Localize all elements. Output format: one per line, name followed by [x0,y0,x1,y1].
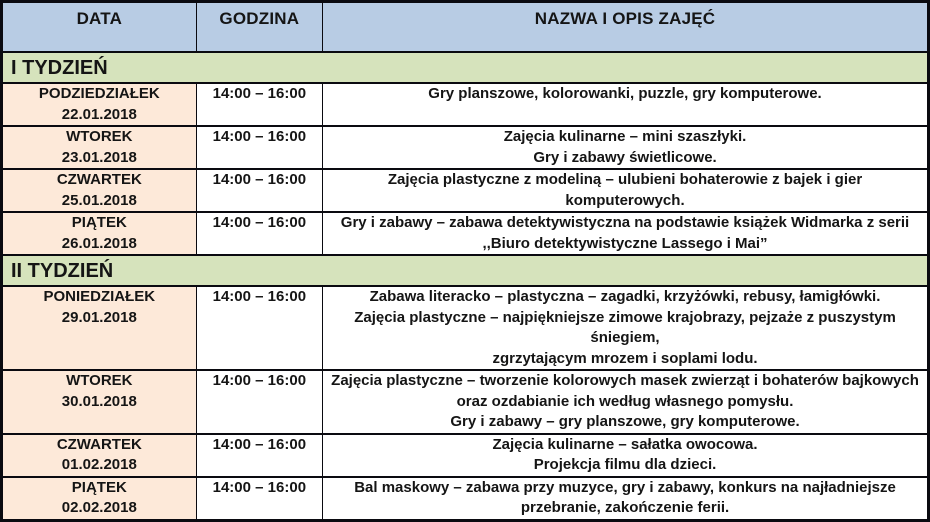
table-row [2,126,929,169]
table-header [2,2,929,53]
date-label: 23.01.2018 [61,148,137,166]
description-line: Projekcja filmu dla dzieci. [533,456,717,473]
header-row [2,2,929,53]
description-line: Gry i zabawy świetlicowe. [533,148,717,166]
date-cell [2,83,197,126]
description-cell [323,286,929,370]
time-cell: 14:00 – 16:00 [196,434,322,477]
table-row [2,477,929,521]
description-cell [323,126,929,169]
description-cell [323,212,929,255]
time-cell: 14:00 – 16:00 [196,477,322,521]
date-label: 25.01.2018 [61,191,137,209]
description-line: Gry i zabawy – gry planszowe, gry komputerowe. [450,413,800,430]
description-cell [323,434,929,477]
date-label: 22.01.2018 [61,105,137,123]
date-cell [2,286,197,370]
table-row [2,286,929,370]
column-header-nazwa-i-opis: NAZWA I OPIS ZAJĘĆ [323,2,929,53]
column-header-godzina: GODZINA [196,2,322,53]
day-label: PIĄTEK [71,214,127,231]
day-label: PODZIEDZIAŁEK [38,85,160,102]
schedule-body [2,52,929,520]
description-line: zgrzytającym mrozem i soplami lodu. [492,349,758,367]
table-row [2,83,929,126]
table-row [2,169,929,212]
time-cell: 14:00 – 16:00 [196,169,322,212]
date-cell [2,434,197,477]
description-line: oraz ozdabianie ich według własnego pomysłu. [456,392,794,410]
description-line: przebranie, zakończenie ferii. [520,499,730,516]
day-label: PONIEDZIAŁEK [43,288,156,305]
description-line: Zajęcia kulinarne – sałatka owocowa. [492,435,758,453]
section-header: II TYDZIEŃ [2,255,929,286]
date-label: 01.02.2018 [61,456,137,473]
time-cell: 14:00 – 16:00 [196,126,322,169]
description-cell [323,370,929,434]
section-header: I TYDZIEŃ [2,52,929,83]
date-cell [2,370,197,434]
date-cell [2,169,197,212]
description-line: Zajęcia plastyczne – tworzenie kolorowych masek zwierząt i bohaterów bajkowych [331,372,919,389]
description-line: Gry i zabawy – zabawa detektywistyczna na podstawie książek Widmarka z serii [340,214,910,231]
section-row [2,52,929,83]
day-label: WTOREK [66,372,133,389]
description-cell [323,83,929,126]
description-line: Zajęcia kulinarne – mini szaszłyki. [503,128,747,145]
column-header-data: DATA [2,2,197,53]
time-cell: 14:00 – 16:00 [196,83,322,126]
table-row [2,434,929,477]
day-label: PIĄTEK [71,478,127,496]
description-cell [323,477,929,521]
date-label: 26.01.2018 [61,234,137,252]
description-line: ,,Biuro detektywistyczne Lassego i Mai” [482,234,768,252]
day-label: CZWARTEK [56,435,142,453]
date-cell [2,212,197,255]
time-cell: 14:00 – 16:00 [196,286,322,370]
date-label: 02.02.2018 [61,499,137,516]
description-line: Zabawa literacko – plastyczna – zagadki, krzyżówki, rebusy, łamigłówki. [369,288,881,305]
description-line: Bal maskowy – zabawa przy muzyce, gry i zabawy, konkurs na najładniejsze [354,478,896,496]
section-row [2,255,929,286]
date-cell [2,126,197,169]
date-label: 30.01.2018 [61,392,137,410]
table-row [2,212,929,255]
time-cell: 14:00 – 16:00 [196,370,322,434]
date-cell [2,477,197,521]
description-line: Gry planszowe, kolorowanki, puzzle, gry komputerowe. [428,85,822,102]
table-row [2,370,929,434]
description-line: Zajęcia plastyczne z modeliną – ulubieni bohaterowie z bajek i gier komputerowych. [387,171,863,209]
description-cell [323,169,929,212]
day-label: CZWARTEK [56,171,142,188]
day-label: WTOREK [66,128,133,145]
date-label: 29.01.2018 [61,308,137,326]
time-cell: 14:00 – 16:00 [196,212,322,255]
description-line: Zajęcia plastyczne – najpiękniejsze zimowe krajobrazy, pejzaże z puszystym śniegiem, [354,308,896,346]
